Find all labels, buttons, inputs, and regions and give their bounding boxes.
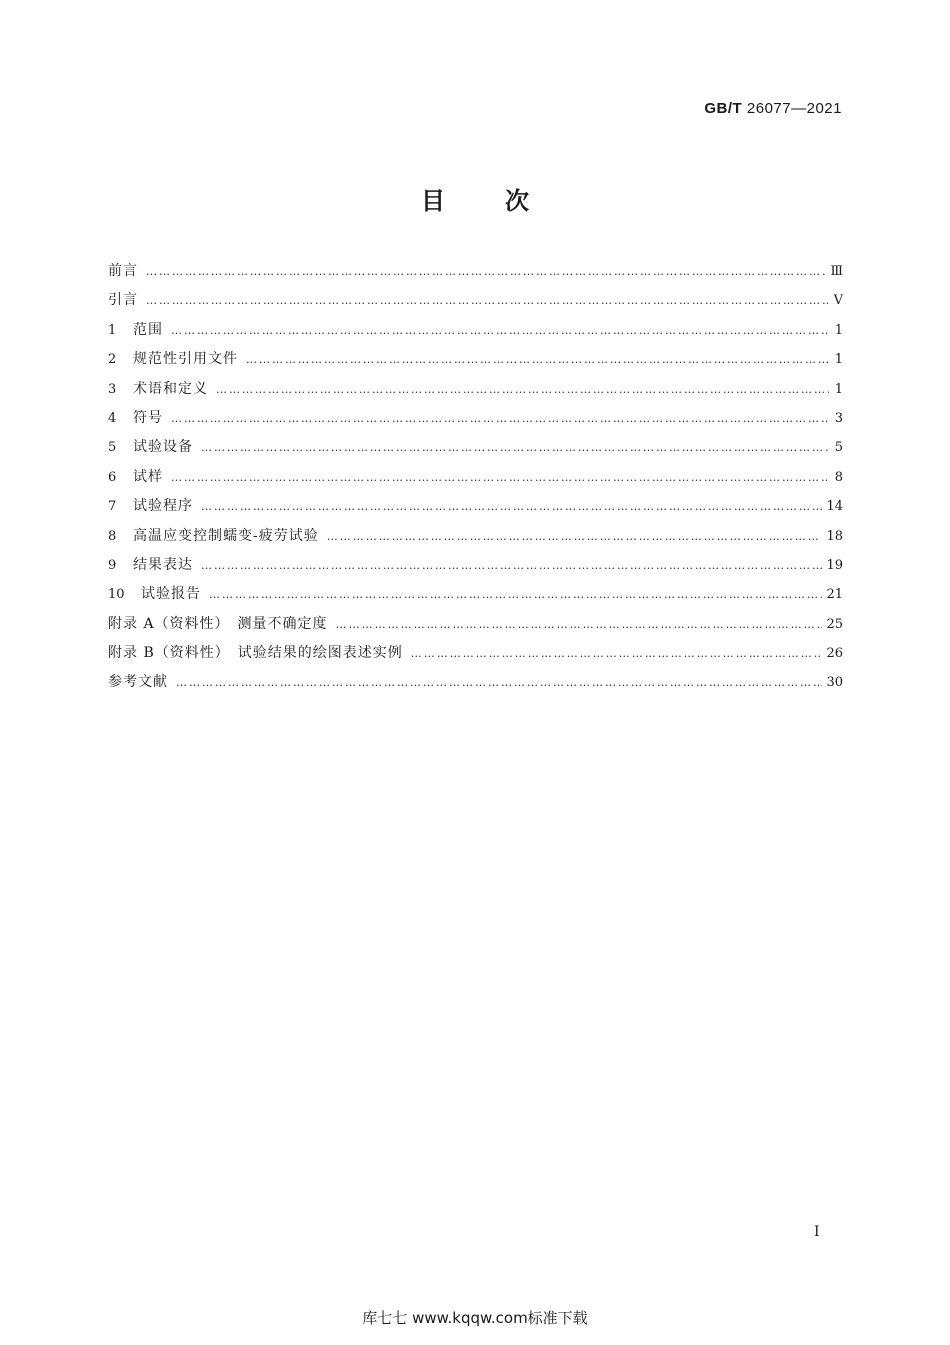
toc-entry-page: 26 [826, 646, 843, 662]
standard-prefix: GB/T [704, 100, 743, 117]
toc-dot-leader [146, 257, 826, 286]
toc-dot-leader [327, 522, 823, 551]
toc-entry-label: 范围 [133, 321, 163, 338]
toc-entry-number: 5 [108, 440, 117, 456]
toc-entry-label: 试验程序 [133, 498, 193, 515]
toc-entry-number: 2 [108, 352, 117, 368]
toc-dot-leader [171, 404, 829, 433]
toc-entry-label: 前言 [108, 263, 138, 279]
toc-entry[interactable] [108, 492, 843, 521]
toc-entry-label: 高温应变控制蠕变-疲劳试验 [133, 527, 319, 544]
toc-entry-number: 8 [108, 528, 117, 544]
toc-entry-page: 3 [834, 410, 843, 426]
toc-entry-page: 1 [834, 352, 843, 368]
toc-entry-page: 1 [834, 322, 843, 338]
toc-entry[interactable] [108, 375, 843, 404]
toc-entry-page: Ⅲ [830, 264, 843, 279]
standard-number: 26077—2021 [746, 100, 842, 117]
table-of-contents [108, 257, 843, 698]
toc-entry-number: 10 [108, 587, 125, 603]
toc-entry-number: 1 [108, 322, 117, 338]
toc-entry[interactable] [108, 610, 843, 639]
toc-entry-number: 6 [108, 469, 117, 485]
toc-entry-label: 规范性引用文件 [133, 351, 238, 368]
toc-entry-page: 14 [826, 499, 843, 515]
toc-entry-page: 25 [826, 616, 843, 632]
toc-dot-leader [171, 463, 829, 492]
toc-entry-label: 试验报告 [141, 586, 201, 603]
toc-entry-number: 9 [108, 557, 117, 573]
standard-code [704, 100, 842, 117]
toc-entry-label: 附录 B（资料性） 试验结果的绘图表述实例 [108, 645, 403, 662]
toc-entry-label: 符号 [133, 409, 163, 426]
toc-dot-leader [176, 668, 822, 697]
toc-entry[interactable] [108, 345, 843, 374]
toc-entry-page: 18 [826, 528, 843, 544]
title-char-2: 次 [505, 187, 529, 215]
toc-dot-leader [411, 639, 823, 668]
toc-entry-label: 试样 [133, 468, 163, 485]
toc-entry-number: 7 [108, 499, 117, 515]
toc-entry[interactable] [108, 257, 843, 286]
toc-entry-label: 附录 A（资料性） 测量不确定度 [108, 615, 328, 632]
toc-entry[interactable] [108, 668, 843, 697]
toc-dot-leader [246, 345, 829, 374]
toc-dot-leader [171, 316, 829, 345]
toc-entry-label: 参考文献 [108, 674, 168, 691]
toc-entry[interactable] [108, 286, 843, 315]
footer-text: 库七七 www.kqqw.com标准下载 [362, 1309, 588, 1327]
toc-entry-label: 术语和定义 [133, 380, 208, 397]
toc-entry-label: 引言 [108, 292, 138, 309]
toc-entry-page: 5 [834, 440, 843, 456]
title-char-1: 目 [421, 187, 445, 215]
page-title [0, 181, 950, 216]
toc-entry-label: 试验设备 [133, 439, 193, 456]
toc-entry-number: 4 [108, 410, 117, 426]
toc-entry[interactable] [108, 522, 843, 551]
toc-dot-leader [201, 433, 829, 462]
toc-entry[interactable] [108, 316, 843, 345]
toc-dot-leader [201, 551, 822, 580]
toc-entry-page: Ⅴ [833, 293, 843, 309]
toc-entry[interactable] [108, 580, 843, 609]
toc-dot-leader [216, 375, 829, 404]
toc-entry[interactable] [108, 433, 843, 462]
toc-entry[interactable] [108, 463, 843, 492]
toc-dot-leader [209, 580, 822, 609]
toc-entry[interactable] [108, 551, 843, 580]
toc-entry-page: 8 [834, 469, 843, 485]
toc-entry-page: 1 [834, 381, 843, 397]
toc-entry-page: 19 [826, 557, 843, 573]
toc-entry[interactable] [108, 639, 843, 668]
toc-entry-number: 3 [108, 381, 117, 397]
toc-entry-page: 30 [826, 675, 843, 691]
toc-dot-leader [336, 610, 823, 639]
page-number: Ⅰ [814, 1224, 820, 1240]
toc-dot-leader [146, 286, 829, 315]
toc-entry-label: 结果表达 [133, 556, 193, 573]
toc-entry[interactable] [108, 404, 843, 433]
toc-dot-leader [201, 492, 822, 521]
toc-entry-page: 21 [826, 587, 843, 603]
